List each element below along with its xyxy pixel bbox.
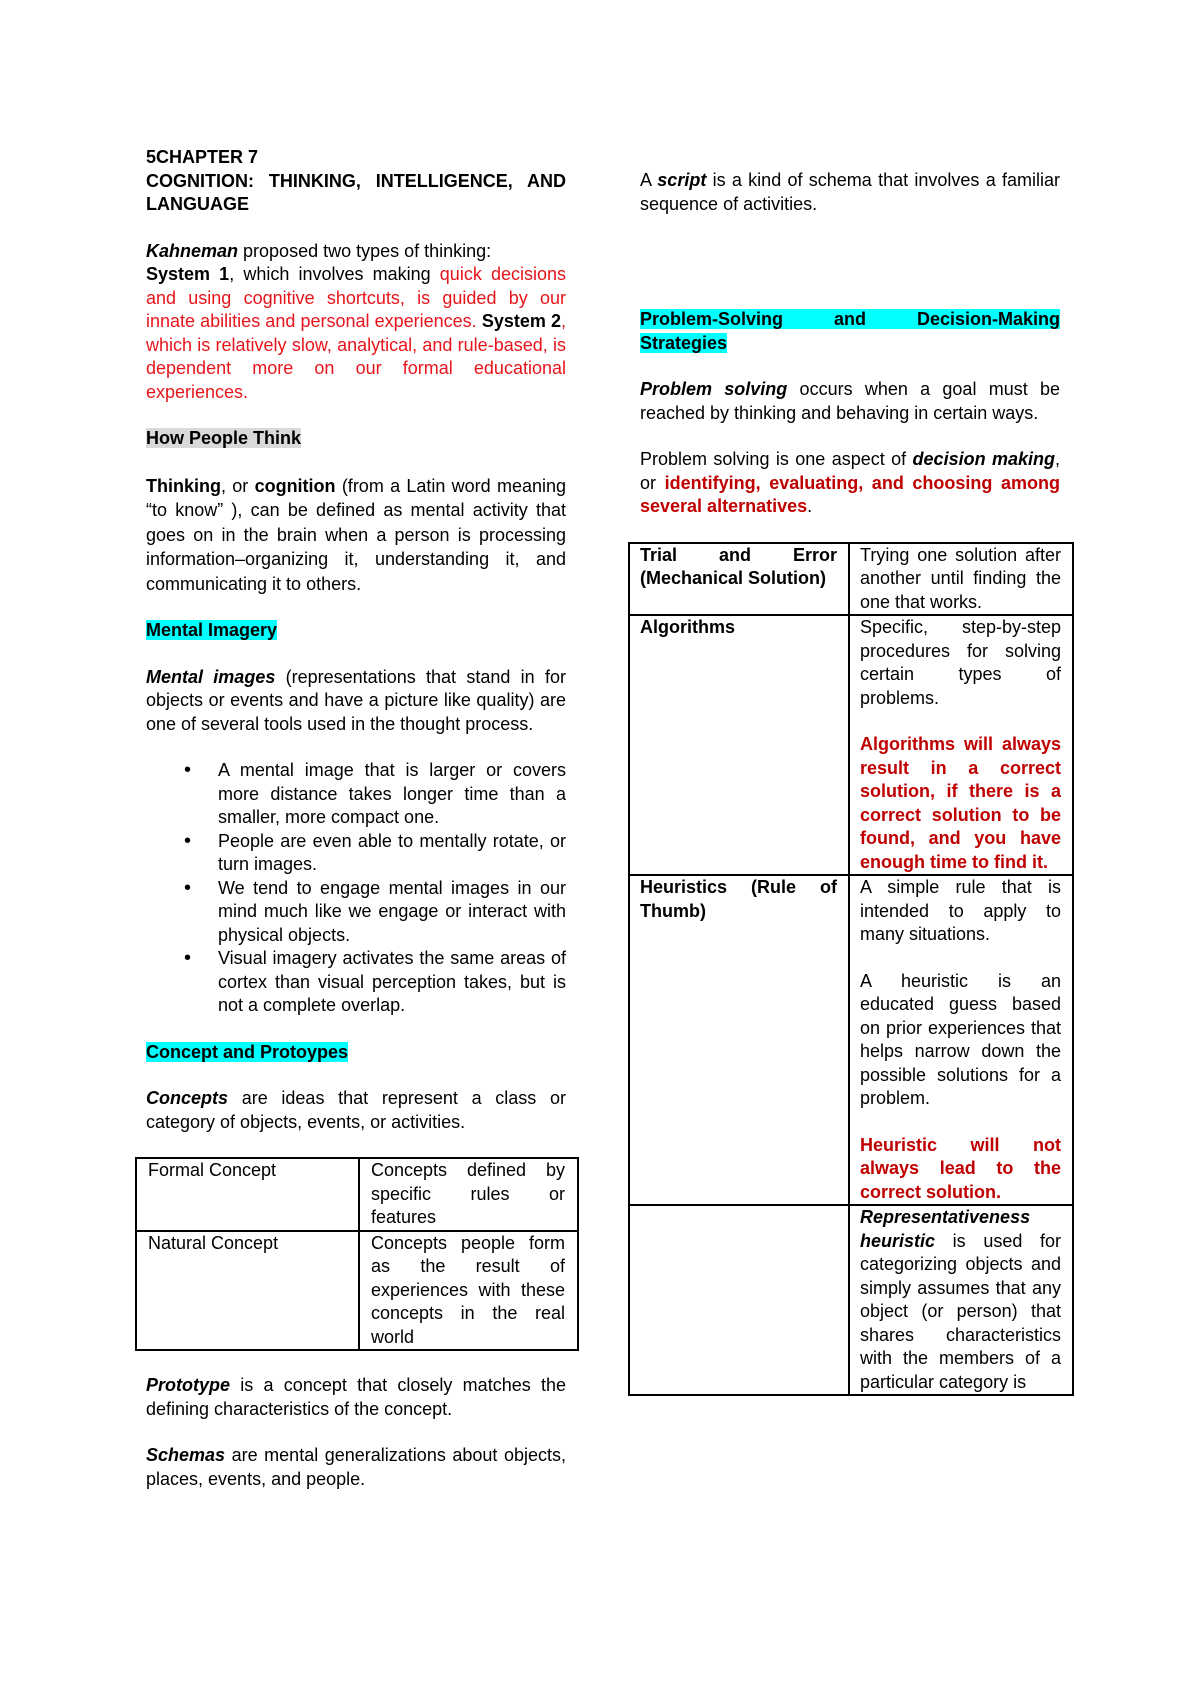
list-item: • A mental image that is larger or covers more distance takes longer time than a smaller, more compact one. <box>218 759 566 830</box>
schemas-term: Schemas <box>146 1445 226 1465</box>
script-a: A <box>640 170 658 190</box>
system1-term: System 1 <box>146 264 230 284</box>
decision-making-end: . <box>807 496 813 516</box>
thinking-or: , or <box>221 475 255 496</box>
mental-imagery-bullets <box>146 759 566 1018</box>
script-text: is a kind of schema that involves a familiar sequence of activities. <box>640 170 1060 214</box>
mental-imagery-heading: Mental Imagery <box>146 620 278 640</box>
thinking-text: (from a Latin word meaning “to know” ), can be defined as mental activity that goes on in the brain when a person is processing information–organizing it, understanding it, and communicating it to others. <box>146 475 567 594</box>
algorithms-note: Algorithms will always result in a correct solution, if there is a correct solution to be found, and you have enough time to find it. <box>860 734 1061 872</box>
concepts-term: Concepts <box>146 1088 229 1108</box>
list-item: • People are even able to mentally rotate, or turn images. <box>218 830 566 877</box>
system2-red-text: , which is relatively slow, analytical, and rule-based, is dependent more on our formal educational experiences. <box>146 311 566 402</box>
mental-images-text: (representations that stand in for objects or events and have a picture like quality) are one of several tools used in the thought process. <box>146 666 566 734</box>
left-column <box>146 146 566 1491</box>
table-row <box>136 1158 578 1231</box>
kahneman-term: Kahneman <box>146 240 239 261</box>
heuristics-explanation: A heuristic is an educated guess based on prior experiences that helps narrow down the possible solutions for a problem. <box>860 970 1061 1108</box>
kahneman-paragraph <box>146 240 566 405</box>
table-cell <box>849 1205 1073 1395</box>
problem-solving-paragraph <box>640 378 1060 425</box>
table-cell: Heuristics (Rule of Thumb) <box>629 875 849 1205</box>
heuristics-note: Heuristic will not always lead to the correct solution. <box>860 1134 1061 1202</box>
system1-red-text: quick decisions and using cognitive shortcuts, is guided by our innate abilities and personal experiences. <box>146 264 566 331</box>
table-cell: Trial and Error (Mechanical Solution) <box>629 543 849 616</box>
table-cell: Trying one solution after another until finding the one that works. <box>849 543 1073 616</box>
table-row <box>629 543 1073 616</box>
list-item: • We tend to engage mental images in our mind much like we engage or interact with physical objects. <box>218 877 566 948</box>
table-cell <box>849 615 1073 875</box>
how-people-think-heading: How People Think <box>146 428 302 448</box>
representativeness-term: Representativeness heuristic <box>860 1207 1031 1251</box>
representativeness-text: is used for categorizing objects and simply assumes that any object (or person) that shares characteristics with the members of a particular category is <box>860 1230 1061 1392</box>
system1-text: , which involves making <box>229 264 440 284</box>
prototype-text: is a concept that closely matches the defining characteristics of the concept. <box>146 1375 566 1419</box>
strategies-table <box>628 542 1074 1397</box>
table-cell <box>629 1205 849 1395</box>
mental-images-paragraph <box>146 666 566 737</box>
decision-making-or: , or <box>640 449 1061 493</box>
problem-solving-heading: Problem-Solving and Decision-Making Strategies <box>640 309 1060 353</box>
table-row <box>629 875 1073 1205</box>
schemas-text: are mental generalizations about objects, places, events, and people. <box>146 1445 566 1489</box>
decision-making-paragraph <box>640 448 1060 519</box>
cognition-term: cognition <box>254 475 336 496</box>
algorithms-definition: Specific, step-by-step procedures for solving certain types of problems. <box>860 617 1061 708</box>
decision-making-red-text: identifying, evaluating, and choosing among several alternatives <box>640 472 1060 516</box>
table-cell <box>849 875 1073 1205</box>
right-column <box>640 169 1060 1396</box>
system2-term: System 2 <box>481 311 561 331</box>
script-paragraph <box>640 169 1060 216</box>
mental-images-term: Mental images <box>146 666 276 687</box>
chapter-number: 5CHAPTER 7 <box>146 147 259 167</box>
prototype-term: Prototype <box>146 1375 231 1395</box>
problem-solving-term: Problem solving <box>640 379 788 399</box>
table-cell: Natural Concept <box>136 1231 359 1351</box>
concept-table <box>135 1157 579 1351</box>
table-row <box>629 615 1073 875</box>
table-cell: Formal Concept <box>136 1158 359 1231</box>
table-row <box>136 1231 578 1351</box>
table-row <box>629 1205 1073 1395</box>
table-cell: Concepts people form as the result of experiences with these concepts in the real world <box>359 1231 578 1351</box>
concepts-text: are ideas that represent a class or category of objects, events, or activities. <box>146 1088 566 1132</box>
table-cell: Algorithms <box>629 615 849 875</box>
list-item: • Visual imagery activates the same areas of cortex than visual perception takes, but is not a complete overlap. <box>218 947 566 1018</box>
schemas-paragraph <box>146 1444 566 1491</box>
problem-solving-text: occurs when a goal must be reached by thinking and behaving in certain ways. <box>640 379 1060 423</box>
chapter-title: COGNITION: THINKING, INTELLIGENCE, AND LANGUAGE <box>146 170 566 214</box>
heuristics-definition: A simple rule that is intended to apply to many situations. <box>860 877 1061 944</box>
thinking-term: Thinking <box>146 475 221 496</box>
decision-making-start: Problem solving is one aspect of <box>640 449 913 469</box>
kahneman-text: proposed two types of thinking: <box>238 240 492 261</box>
concepts-paragraph <box>146 1087 566 1134</box>
concept-prototypes-heading: Concept and Protoypes <box>146 1041 349 1062</box>
decision-making-term: decision making <box>912 449 1055 469</box>
table-cell: Concepts defined by specific rules or features <box>359 1158 578 1231</box>
thinking-paragraph <box>146 474 566 597</box>
prototype-paragraph <box>146 1374 566 1421</box>
script-term: script <box>657 170 707 190</box>
